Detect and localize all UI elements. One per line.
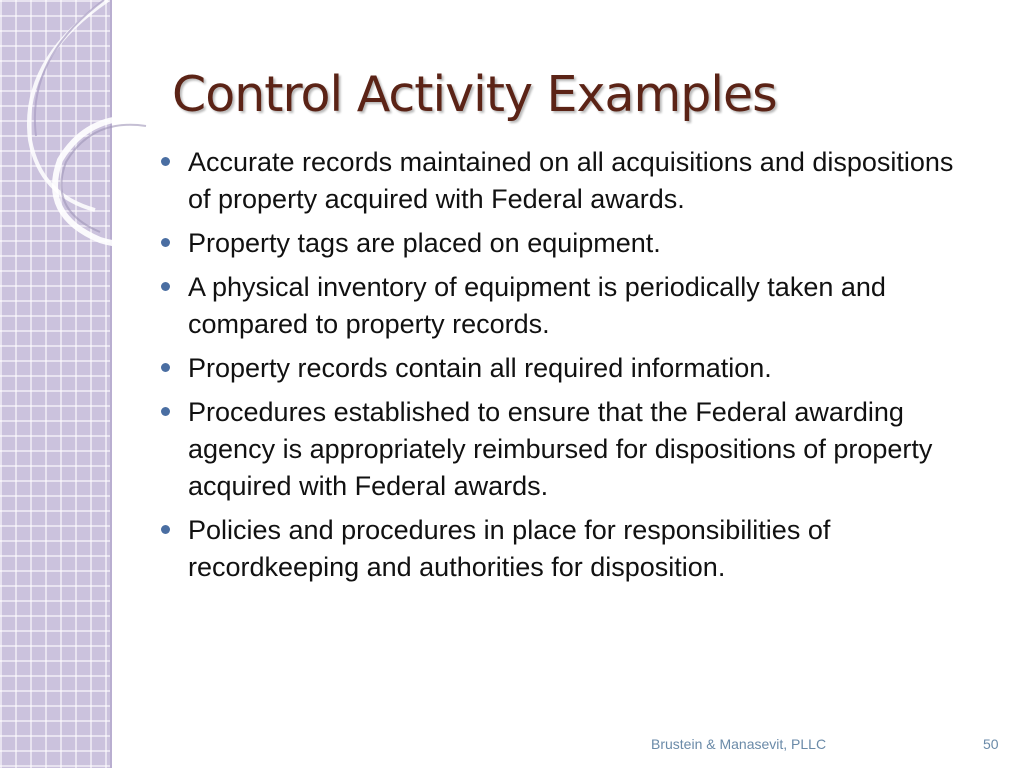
bullet-text: A physical inventory of equipment is periodically taken and compared to property records. xyxy=(188,272,886,339)
bullet-item xyxy=(158,144,958,218)
bullet-dot-icon xyxy=(161,407,170,416)
bullet-dot-icon xyxy=(161,363,170,372)
bullet-text: Property tags are placed on equipment. xyxy=(188,228,661,258)
footer-company: Brustein & Manasevit, PLLC xyxy=(651,736,827,752)
bullet-item xyxy=(158,269,958,343)
slide-title: Control Activity Examples xyxy=(172,66,777,123)
bullet-text: Property records contain all required information. xyxy=(188,353,772,383)
bullet-text: Policies and procedures in place for responsibilities of recordkeeping and authorities for disposition. xyxy=(188,515,831,582)
bullet-text: Procedures established to ensure that the Federal awarding agency is appropriately reimbursed for dispositions of property acquired with Federal awards. xyxy=(188,397,933,501)
bullet-item xyxy=(158,225,958,262)
bullet-dot-icon xyxy=(161,238,170,247)
bullet-item xyxy=(158,350,958,387)
bullet-dot-icon xyxy=(161,525,170,534)
bullet-dot-icon xyxy=(161,157,170,166)
bullet-dot-icon xyxy=(161,282,170,291)
bullet-item xyxy=(158,512,958,586)
bullet-list xyxy=(158,144,958,593)
footer-page-number: 50 xyxy=(983,736,999,752)
bullet-item xyxy=(158,394,958,505)
decorative-swirl-icon xyxy=(0,0,160,300)
bullet-text: Accurate records maintained on all acquisitions and dispositions of property acquired with Federal awards. xyxy=(188,147,954,214)
